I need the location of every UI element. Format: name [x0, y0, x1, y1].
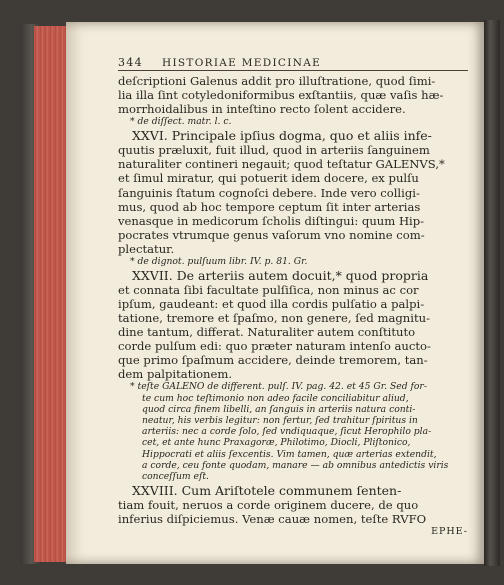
running-head — [118, 56, 468, 71]
text-line: naturaliter contineri negauit; quod teſtatur GALENVS,* — [118, 157, 445, 172]
footnote: * de diſſect. matr. l. c. — [130, 116, 232, 128]
section-heading-line: XXVII. De arteriis autem docuit,* quod propria — [132, 268, 429, 283]
text-line: deſcriptioni Galenus addit pro illuſtratione, quod ſimi- — [118, 74, 436, 88]
text-line: et ſimul miratur, qui potuerit idem docere, ex pulſu — [118, 171, 419, 186]
text-line: tatione, tremore et ſpaſmo, non genere, ſed magnitu- — [118, 311, 430, 326]
footnote: neatur, his verbis legitur: non fertur, ſed trahitur ſpiritus in — [142, 414, 418, 426]
footnote: quod circa finem libelli, an ſanguis in arteriis natura conti- — [142, 403, 416, 415]
text-line: ſanguinis ſtatum cognoſci debere. Inde vero colligi- — [118, 185, 420, 200]
text-line: corde pulſum edi: quo præter naturam intenſo aucto- — [118, 339, 431, 354]
footnote: te cum hoc teſtimonio non adeo facile conciliabitur aliud, — [142, 392, 409, 404]
text-line: venasque in medicorum ſcholis diſtingui: quum Hip- — [118, 213, 425, 228]
footnote: Hippocrati et aliis ſexcentis. Vim tamen, quæ arterias extendit, — [142, 448, 437, 460]
footnote: a corde, ceu fonte quodam, manare — ab omnibus antedictis viris — [142, 459, 449, 471]
text-line: pocrates vtrumque genus vaſorum vno nomine com- — [118, 227, 425, 242]
page-text — [118, 56, 468, 538]
text-line: et connata ſibi facultate pulſiſica, non minus ac cor — [118, 283, 419, 298]
text-line: dine tantum, differat. Naturaliter autem conſtituto — [118, 325, 416, 340]
catchword: EPHE- — [431, 526, 468, 538]
section-heading-line: XXVIII. Cum Ariſtotele communem ſenten- — [132, 484, 402, 499]
footnote: arteriis: nec a corde ſolo, ſed vndiquaque, ſicut Herophilo pla- — [142, 426, 432, 438]
text-line: dem palpitationem. — [118, 367, 233, 382]
footnote: * de dignot. pulſuum libr. IV. p. 81. Gr. — [130, 255, 308, 267]
book-gutter — [484, 20, 500, 566]
text-line: inferius diſpiciemus. Venæ cauæ nomen, teſte RVFO — [118, 512, 427, 527]
text-line: mus, quod ab hoc tempore ceptum ſit inter arterias — [118, 199, 421, 214]
text-line: quutis præluxit, fuit illud, quod in arteriis ſanguinem — [118, 143, 430, 158]
footnote: * teſte GALENO de different. pulſ. IV. pag. 42. et 45 Gr. Sed for- — [130, 381, 427, 393]
text-line: morrhoidalibus in inteſtino recto ſolent accidere. — [118, 102, 406, 117]
text-line: tiam fouit, neruos a corde originem ducere, de quo — [118, 498, 419, 513]
page-edges — [34, 26, 67, 562]
footnote: conceſſum eſt. — [142, 470, 209, 482]
text-line: plectatur. — [118, 241, 175, 256]
footnote: cet, et ante hunc Praxagoræ, Philotimo, Diocli, Pliſtonico, — [142, 437, 411, 449]
text-line: lia illa ſint cotyledoniformibus exſtantiis, quæ vaſis hæ- — [118, 88, 444, 103]
text-line: que primo ſpaſmum accidere, deinde tremorem, tan- — [118, 353, 428, 368]
page-number: 344 — [118, 56, 143, 69]
running-title: HISTORIAE MEDICINAE — [162, 57, 322, 69]
section-heading-line: XXVI. Principale ipſius dogma, quo et aliis infe- — [132, 129, 432, 144]
text-line: ipſum, gaudeant: et quod illa cordis pulſatio a palpi- — [118, 297, 425, 312]
